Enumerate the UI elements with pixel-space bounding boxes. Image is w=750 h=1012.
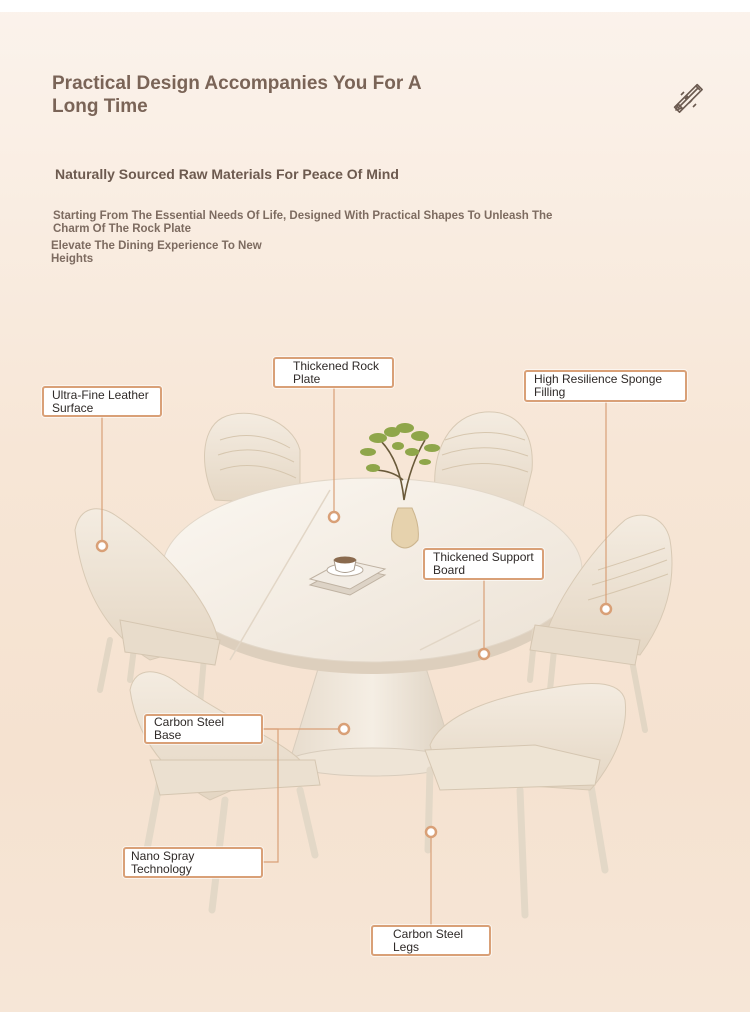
callout-support-board: Thickened Support Board — [423, 548, 544, 580]
callout-nano-spray: Nano Spray Technology — [123, 847, 263, 878]
chair-front-right — [425, 683, 626, 915]
description-line-1: Starting From The Essential Needs Of Life, Designed With Practical Shapes To Unleash The Charm Of The Rock Plate — [53, 210, 553, 235]
callout-sponge-filling: High Resilience Sponge Filling — [524, 370, 687, 402]
callout-carbon-steel-legs: Carbon Steel Legs — [371, 925, 491, 956]
callout-leather-surface: Ultra-Fine Leather Surface — [42, 386, 162, 417]
page-title: Practical Design Accompanies You For A Long Time — [52, 73, 421, 117]
subtitle: Naturally Sourced Raw Materials For Peace Of Mind — [55, 166, 399, 182]
callout-carbon-steel-base: Carbon Steel Base — [144, 714, 263, 744]
description-line-2: Elevate The Dining Experience To New Heights — [51, 240, 262, 265]
callout-rock-plate: Thickened Rock Plate — [273, 357, 394, 388]
